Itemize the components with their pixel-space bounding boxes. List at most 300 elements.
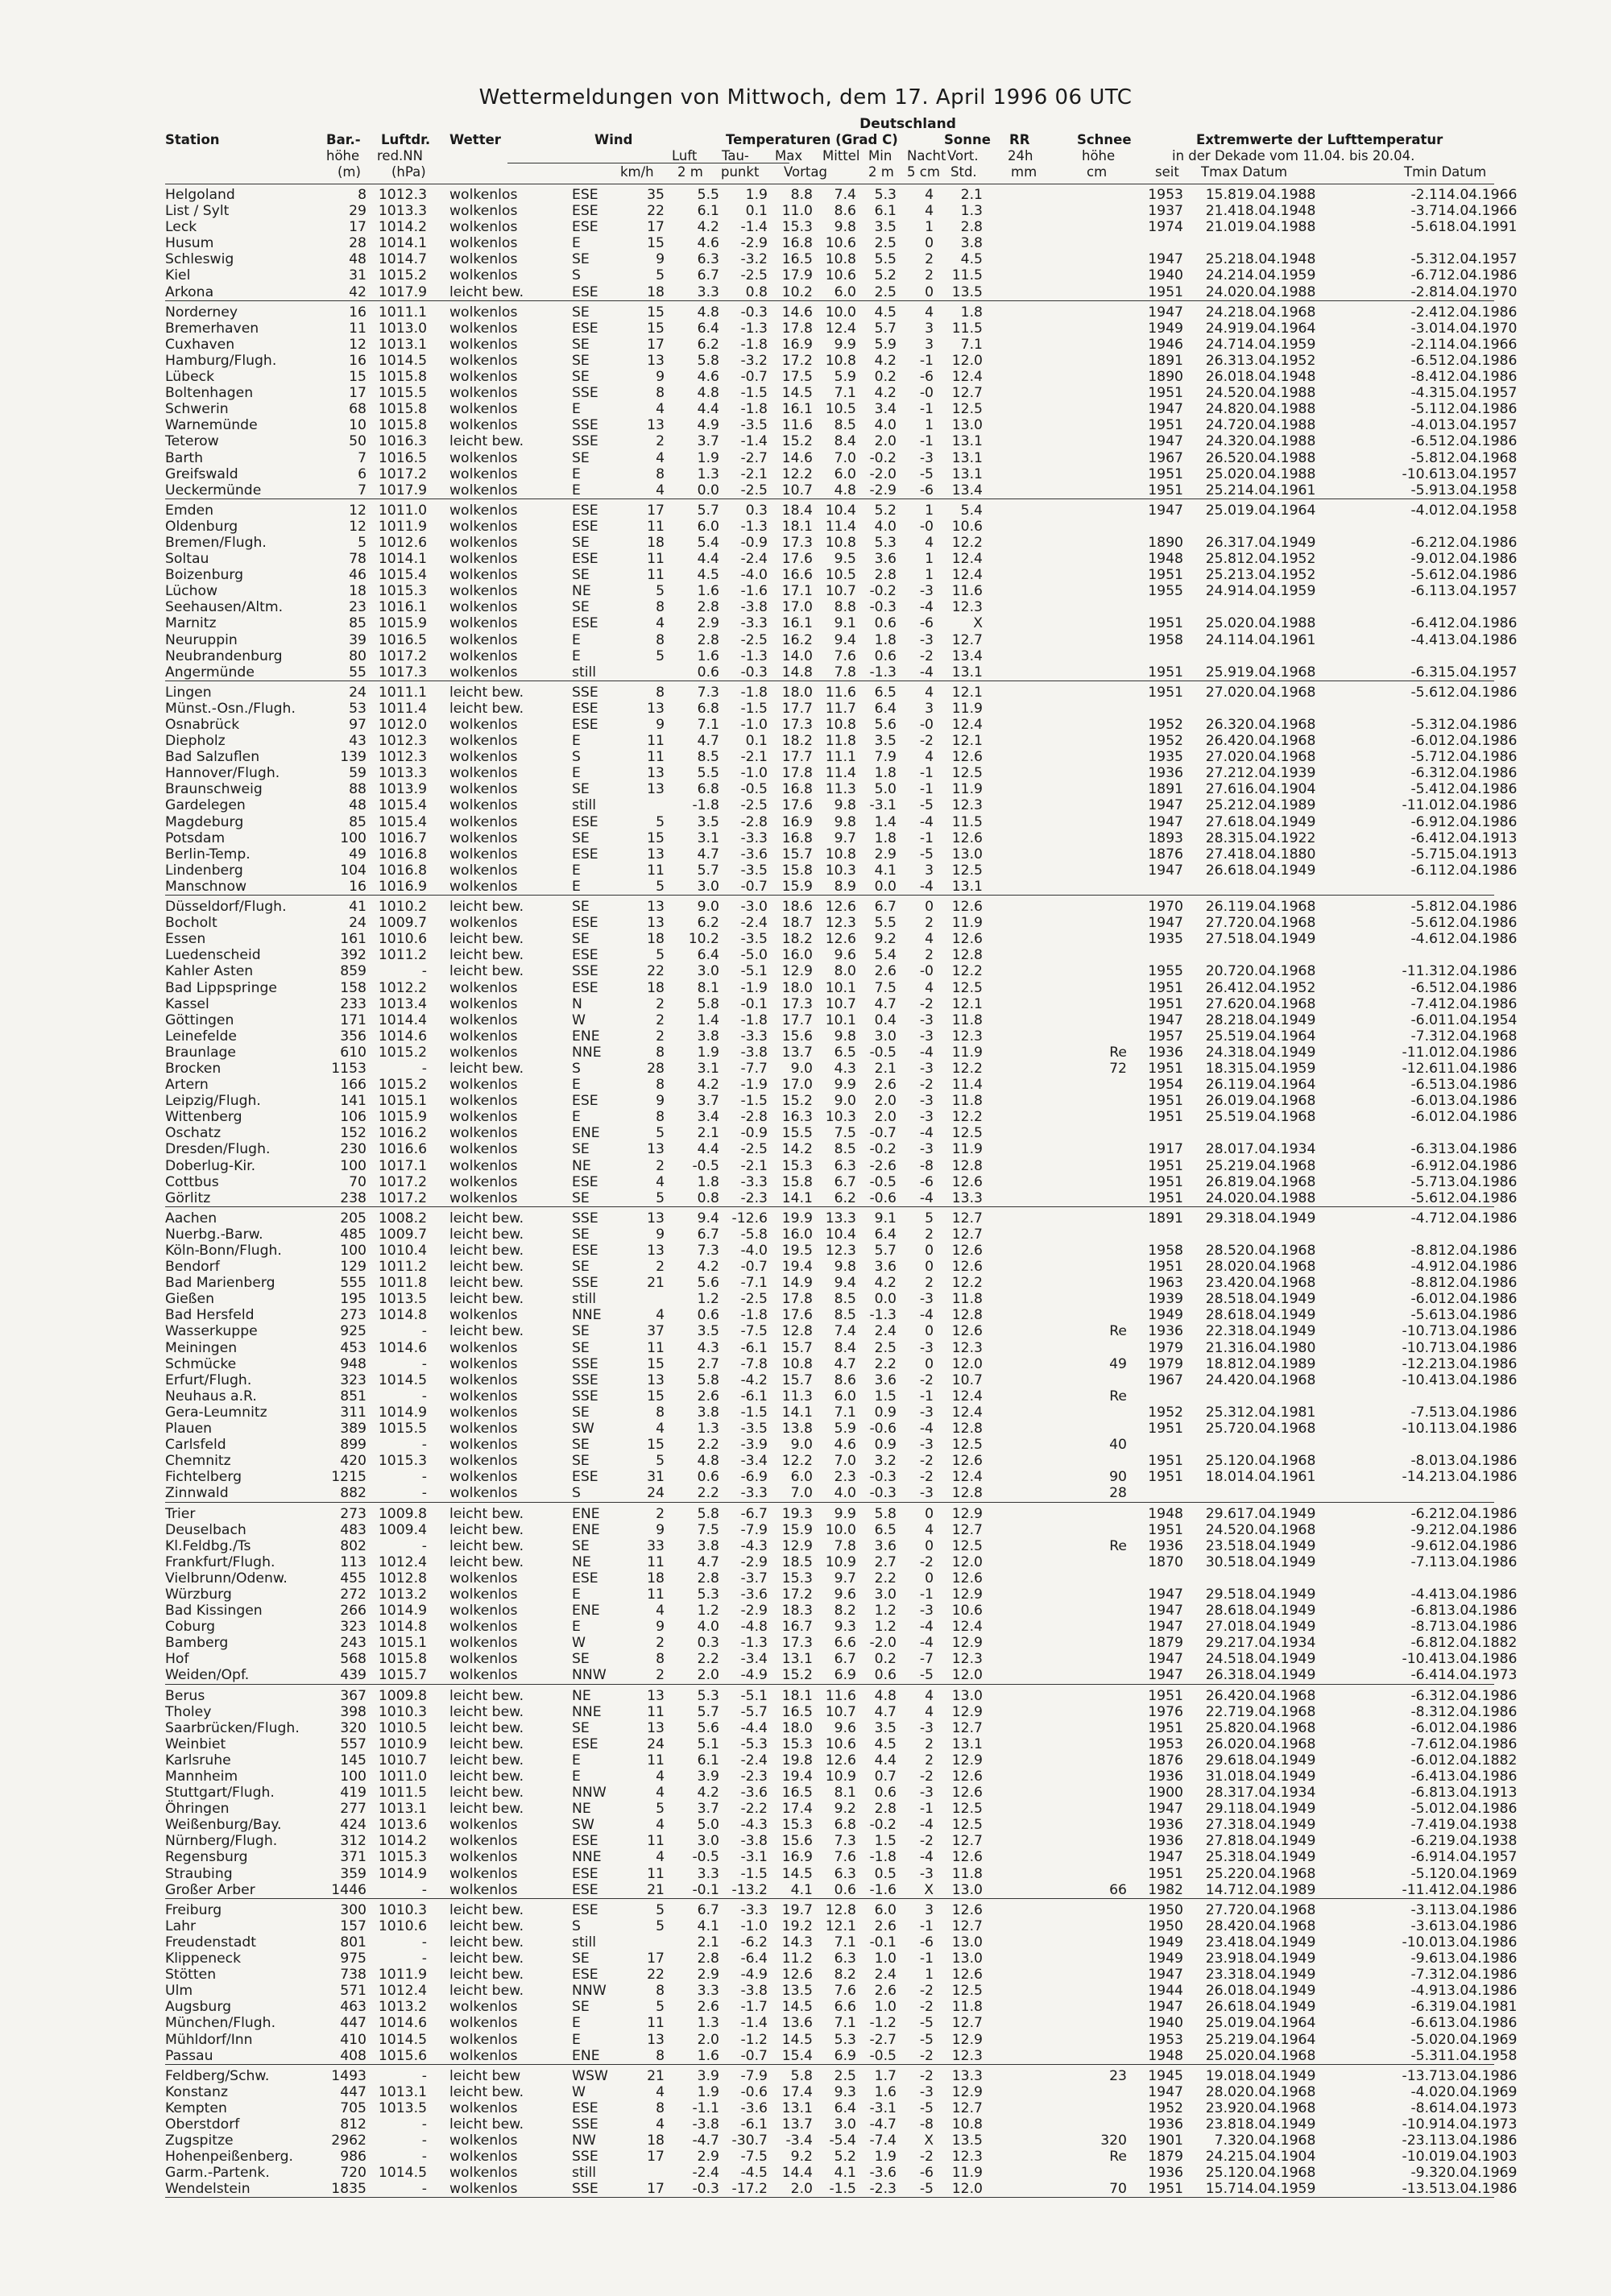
wind-direction: NE bbox=[572, 1553, 591, 1570]
wind-direction: NNE bbox=[572, 1044, 602, 1061]
mean-temp: 8.5 bbox=[834, 1291, 856, 1308]
dew-point: -4.2 bbox=[740, 1371, 768, 1388]
dew-point: -1.5 bbox=[740, 1093, 768, 1110]
air-pressure: 1011.5 bbox=[378, 1785, 427, 1802]
sunshine: 12.6 bbox=[951, 1967, 983, 1984]
table-row bbox=[165, 2116, 1518, 2133]
air-temp: 1.9 bbox=[697, 449, 719, 466]
night-temp: -1 bbox=[919, 433, 934, 450]
record-since: 1979 bbox=[1148, 1339, 1183, 1356]
tmin-value: -10.4 bbox=[1402, 1651, 1438, 1668]
min-temp: 0.7 bbox=[874, 1769, 897, 1785]
dew-point: -0.7 bbox=[740, 2047, 768, 2064]
station-name: Neubrandenburg bbox=[165, 647, 283, 664]
tmax-date: 20.04.1968 bbox=[1236, 2165, 1316, 2182]
tmax-value: 31.0 bbox=[1205, 1769, 1236, 1785]
tmax-value: 23.4 bbox=[1205, 1275, 1236, 1292]
night-temp: 0 bbox=[925, 1355, 934, 1372]
wind-speed: 13 bbox=[647, 1687, 665, 1704]
min-temp: 4.2 bbox=[874, 1275, 897, 1292]
sunshine: 10.6 bbox=[951, 518, 983, 535]
station-name: Seehausen/Altm. bbox=[165, 599, 284, 616]
record-since: 1958 bbox=[1148, 1243, 1183, 1259]
sunshine: 11.8 bbox=[951, 1291, 983, 1308]
tmax-date: 20.04.1968 bbox=[1236, 684, 1316, 701]
station-name: Zugspitze bbox=[165, 2133, 234, 2149]
tmin-date: 12.04.1986 bbox=[1438, 1505, 1518, 1522]
tmax-value: 27.7 bbox=[1205, 1901, 1236, 1918]
tmax-date: 18.04.1949 bbox=[1236, 1667, 1316, 1684]
table-row bbox=[165, 1703, 1518, 1720]
air-pressure: 1016.8 bbox=[378, 846, 427, 863]
sunshine: 12.5 bbox=[951, 1801, 983, 1818]
weather: leicht bew. bbox=[449, 283, 524, 300]
station-name: Lindenberg bbox=[165, 862, 243, 879]
table-row bbox=[165, 781, 1518, 798]
station-name: Bamberg bbox=[165, 1635, 229, 1652]
station-name: List / Sylt bbox=[165, 203, 230, 220]
air-pressure: 1012.3 bbox=[378, 187, 427, 203]
dew-point: -3.8 bbox=[740, 1044, 768, 1061]
table-row bbox=[165, 1259, 1518, 1276]
min-temp: 0.6 bbox=[874, 1667, 897, 1684]
dew-point: -7.5 bbox=[740, 1323, 768, 1340]
tmax-date: 20.04.1968 bbox=[1236, 963, 1316, 980]
tmin-date: 14.04.1970 bbox=[1438, 283, 1518, 300]
station-name: Tholey bbox=[165, 1703, 212, 1720]
wind-direction: NNW bbox=[572, 1667, 607, 1684]
table-row bbox=[165, 1227, 1494, 1243]
barometer-height: 986 bbox=[340, 2149, 367, 2166]
sunshine: 11.8 bbox=[951, 1999, 983, 2016]
tmin-value: -6.1 bbox=[1410, 862, 1438, 879]
table-row bbox=[165, 519, 1494, 535]
wind-speed: 4 bbox=[656, 482, 665, 499]
table-row bbox=[165, 899, 1518, 916]
dew-point: -1.5 bbox=[740, 700, 768, 717]
barometer-height: 705 bbox=[340, 2099, 367, 2116]
mean-temp: 7.8 bbox=[834, 664, 856, 681]
air-pressure: 1015.7 bbox=[378, 1667, 427, 1684]
wind-speed: 15 bbox=[647, 320, 665, 337]
air-pressure: 1014.1 bbox=[378, 551, 427, 568]
record-since: 1950 bbox=[1148, 1917, 1183, 1934]
station-name: Stötten bbox=[165, 1967, 217, 1984]
table-row bbox=[165, 1355, 1518, 1372]
wind-speed: 13 bbox=[647, 2031, 665, 2048]
weather: wolkenlos bbox=[449, 502, 518, 519]
air-pressure: 1014.2 bbox=[378, 1833, 427, 1850]
dew-point: -1.9 bbox=[740, 1077, 768, 1094]
tmax-date: 18.04.1949 bbox=[1236, 1752, 1316, 1769]
tmin-date: 13.04.1986 bbox=[1438, 1603, 1518, 1620]
dew-point: -2.9 bbox=[740, 1553, 768, 1570]
wind-speed: 4 bbox=[656, 1173, 665, 1190]
barometer-height: 161 bbox=[340, 931, 367, 948]
night-temp: -6 bbox=[919, 369, 934, 386]
wind-direction: ESE bbox=[572, 1173, 598, 1190]
tmin-date: 12.04.1986 bbox=[1438, 963, 1518, 980]
weather: wolkenlos bbox=[449, 518, 518, 535]
wind-direction: E bbox=[572, 1077, 581, 1094]
min-temp: 3.5 bbox=[874, 733, 897, 750]
night-temp: 0 bbox=[925, 235, 934, 252]
max-temp: 2.0 bbox=[790, 2181, 813, 2198]
weather: wolkenlos bbox=[449, 551, 518, 568]
barometer-height: 300 bbox=[340, 1901, 367, 1918]
night-temp: -2 bbox=[919, 1983, 934, 2000]
wind-speed: 11 bbox=[647, 567, 665, 584]
record-since: 1893 bbox=[1148, 829, 1183, 846]
air-pressure: 1010.3 bbox=[378, 1703, 427, 1720]
air-pressure: 1015.8 bbox=[378, 1651, 427, 1668]
table-row bbox=[165, 1157, 1518, 1174]
tmin-value: -6.3 bbox=[1410, 664, 1438, 681]
tmin-value: -6.3 bbox=[1410, 1999, 1438, 2016]
tmin-value: -6.0 bbox=[1410, 733, 1438, 750]
dew-point: -3.6 bbox=[740, 846, 768, 863]
barometer-height: 233 bbox=[340, 995, 367, 1012]
sunshine: 13.0 bbox=[951, 417, 983, 434]
min-temp: 2.9 bbox=[874, 846, 897, 863]
dew-point: -3.3 bbox=[740, 829, 768, 846]
barometer-height: 97 bbox=[349, 717, 367, 733]
night-temp: 0 bbox=[925, 899, 934, 916]
air-pressure: 1015.1 bbox=[378, 1635, 427, 1652]
wind-direction: ESE bbox=[572, 518, 598, 535]
mean-temp: 6.0 bbox=[834, 1388, 856, 1404]
min-temp: -2.9 bbox=[869, 482, 897, 499]
tmax-date: 18.04.1949 bbox=[1236, 1307, 1316, 1324]
night-temp: 3 bbox=[925, 700, 934, 717]
dew-point: -2.5 bbox=[740, 631, 768, 648]
tmin-value: -2.4 bbox=[1410, 304, 1438, 321]
weather: leicht bew. bbox=[449, 899, 524, 916]
snow-depth: 28 bbox=[1109, 1485, 1127, 1502]
sunshine: 12.7 bbox=[951, 1833, 983, 1850]
air-temp: 4.1 bbox=[697, 1917, 719, 1934]
wind-direction: ESE bbox=[572, 1093, 598, 1110]
wind-direction: ESE bbox=[572, 1881, 598, 1898]
tmin-value: -10.0 bbox=[1402, 1934, 1438, 1951]
barometer-height: 323 bbox=[340, 1619, 367, 1636]
weather: leicht bew. bbox=[449, 1275, 524, 1292]
max-temp: 16.8 bbox=[781, 235, 813, 252]
station-name: Schmücke bbox=[165, 1355, 237, 1372]
table-row bbox=[165, 336, 1518, 353]
air-pressure: - bbox=[421, 1388, 427, 1404]
air-pressure: 1013.5 bbox=[378, 2099, 427, 2116]
barometer-height: 17 bbox=[349, 385, 367, 402]
barometer-height: 277 bbox=[340, 1801, 367, 1818]
table-row bbox=[165, 1801, 1518, 1818]
mean-temp: 7.3 bbox=[834, 1833, 856, 1850]
wind-speed: 11 bbox=[647, 1752, 665, 1769]
tmin-date: 12.04.1986 bbox=[1438, 862, 1518, 879]
max-temp: 17.8 bbox=[781, 765, 813, 782]
weather: leicht bew. bbox=[449, 1769, 524, 1785]
sunshine: 10.8 bbox=[951, 2116, 983, 2133]
night-temp: -3 bbox=[919, 1865, 934, 1882]
tmax-date: 20.04.1968 bbox=[1236, 2099, 1316, 2116]
station-name: Bremen/Flugh. bbox=[165, 534, 267, 551]
weather: leicht bew. bbox=[449, 1537, 524, 1554]
wind-direction: SSE bbox=[572, 417, 598, 434]
station-name: Zinnwald bbox=[165, 1485, 229, 1502]
mean-temp: 10.8 bbox=[825, 534, 856, 551]
min-temp: 6.5 bbox=[874, 684, 897, 701]
tmax-date: 18.04.1949 bbox=[1236, 1603, 1316, 1620]
record-since: 1949 bbox=[1148, 1951, 1183, 1967]
weather: leicht bew. bbox=[449, 2083, 524, 2100]
air-temp: 9.4 bbox=[697, 1210, 719, 1227]
air-temp: 2.9 bbox=[697, 2149, 719, 2166]
tmin-date: 20.04.1969 bbox=[1438, 2031, 1518, 2048]
tmin-value: -13.5 bbox=[1402, 2181, 1438, 2198]
air-temp: 3.7 bbox=[697, 1093, 719, 1110]
sunshine: 12.1 bbox=[951, 684, 983, 701]
tmax-date: 18.04.1949 bbox=[1236, 1619, 1316, 1636]
night-temp: 4 bbox=[925, 1687, 934, 1704]
air-temp: -4.7 bbox=[692, 2133, 719, 2149]
wind-direction: SSE bbox=[572, 1210, 598, 1227]
air-temp: -0.3 bbox=[692, 2181, 719, 2198]
weather: leicht bew. bbox=[449, 963, 524, 980]
night-temp: -4 bbox=[919, 599, 934, 616]
station-name: Kahler Asten bbox=[165, 963, 254, 980]
air-temp: 3.9 bbox=[697, 1769, 719, 1785]
min-temp: 1.5 bbox=[874, 1388, 897, 1404]
weather: leicht bew. bbox=[449, 1901, 524, 1918]
barometer-height: 447 bbox=[340, 2083, 367, 2100]
dew-point: -3.3 bbox=[740, 615, 768, 632]
tmax-date: 18.04.1949 bbox=[1236, 1553, 1316, 1570]
station-name: Oberstdorf bbox=[165, 2116, 240, 2133]
night-temp: -4 bbox=[919, 1421, 934, 1438]
mean-temp: 10.6 bbox=[825, 267, 856, 284]
dew-point: -2.5 bbox=[740, 1141, 768, 1158]
dew-point: 0.1 bbox=[745, 733, 768, 750]
record-since: 1947 bbox=[1148, 1849, 1183, 1866]
weather: wolkenlos bbox=[449, 251, 518, 268]
tmin-date: 15.04.1957 bbox=[1438, 664, 1518, 681]
weather: leicht bew. bbox=[449, 1291, 524, 1308]
dew-point: -3.9 bbox=[740, 1437, 768, 1454]
wind-direction: NNW bbox=[572, 1785, 607, 1802]
wind-speed: 13 bbox=[647, 352, 665, 369]
record-since: 1947 bbox=[1148, 1586, 1183, 1603]
min-temp: 0.6 bbox=[874, 1785, 897, 1802]
air-temp: 0.6 bbox=[697, 1469, 719, 1486]
tmin-value: -7.5 bbox=[1410, 1404, 1438, 1421]
weather: wolkenlos bbox=[449, 995, 518, 1012]
air-pressure: 1013.1 bbox=[378, 336, 427, 353]
wind-speed: 8 bbox=[656, 684, 665, 701]
wind-direction: SE bbox=[572, 1226, 590, 1243]
tmax-value: 23.5 bbox=[1205, 1537, 1236, 1554]
wind-speed: 18 bbox=[647, 931, 665, 948]
wind-speed: 8 bbox=[656, 1404, 665, 1421]
barometer-height: 100 bbox=[340, 1243, 367, 1259]
mean-temp: 10.4 bbox=[825, 1226, 856, 1243]
wind-speed: 11 bbox=[647, 1586, 665, 1603]
dew-point: -3.8 bbox=[740, 1983, 768, 2000]
sunshine: 12.6 bbox=[951, 1453, 983, 1470]
station-name: Trier bbox=[165, 1505, 196, 1522]
tmin-date: 13.04.1986 bbox=[1438, 1586, 1518, 1603]
mean-temp: 7.8 bbox=[834, 1537, 856, 1554]
max-temp: 16.8 bbox=[781, 781, 813, 798]
station-name: Mühldorf/Inn bbox=[165, 2031, 253, 2048]
air-temp: 2.0 bbox=[697, 1667, 719, 1684]
dew-point: -0.7 bbox=[740, 1259, 768, 1276]
station-name: Barth bbox=[165, 449, 204, 466]
tmin-date: 12.04.1986 bbox=[1438, 765, 1518, 782]
header-schnee-1: Schnee bbox=[1077, 132, 1132, 147]
record-since: 1951 bbox=[1148, 567, 1183, 584]
tmax-value: 15.7 bbox=[1205, 2181, 1236, 2198]
sunshine: 12.5 bbox=[951, 401, 983, 418]
table-row bbox=[165, 1505, 1518, 1522]
sunshine: 11.9 bbox=[951, 1044, 983, 1061]
header-bar-3: (m) bbox=[338, 164, 361, 180]
night-temp: -2 bbox=[919, 1077, 934, 1094]
air-pressure: 1013.6 bbox=[378, 1817, 427, 1834]
min-temp: 5.7 bbox=[874, 320, 897, 337]
min-temp: 5.9 bbox=[874, 336, 897, 353]
dew-point: -6.2 bbox=[740, 1934, 768, 1951]
weather: wolkenlos bbox=[449, 1651, 518, 1668]
night-temp: -6 bbox=[919, 2165, 934, 2182]
sunshine: 12.2 bbox=[951, 1060, 983, 1077]
min-temp: 9.1 bbox=[874, 1210, 897, 1227]
snow-depth: 23 bbox=[1109, 2067, 1127, 2084]
air-temp: -0.5 bbox=[692, 1849, 719, 1866]
header-vortag: Vortag bbox=[784, 164, 827, 180]
tmax-value: 24.3 bbox=[1205, 1044, 1236, 1061]
record-since: 1947 bbox=[1148, 1667, 1183, 1684]
record-since: 1936 bbox=[1148, 1817, 1183, 1834]
weather: leicht bew. bbox=[449, 2116, 524, 2133]
min-temp: 0.2 bbox=[874, 369, 897, 386]
air-temp: 10.2 bbox=[688, 931, 719, 948]
mean-temp: 6.9 bbox=[834, 1667, 856, 1684]
tmin-value: -6.0 bbox=[1410, 1719, 1438, 1736]
record-since: 1949 bbox=[1148, 1934, 1183, 1951]
tmax-value: 29.6 bbox=[1205, 1505, 1236, 1522]
station-name: Schleswig bbox=[165, 251, 234, 268]
min-temp: -0.5 bbox=[869, 1044, 897, 1061]
mean-temp: 12.6 bbox=[825, 931, 856, 948]
mean-temp: 9.8 bbox=[834, 1259, 856, 1276]
weather: leicht bew. bbox=[449, 1917, 524, 1934]
barometer-height: 59 bbox=[349, 765, 367, 782]
table-row bbox=[165, 1881, 1518, 1898]
air-temp: 4.8 bbox=[697, 1453, 719, 1470]
sunshine: 12.2 bbox=[951, 963, 983, 980]
barometer-height: 1835 bbox=[331, 2181, 367, 2198]
tmin-value: -8.7 bbox=[1410, 1619, 1438, 1636]
mean-temp: 7.0 bbox=[834, 449, 856, 466]
barometer-height: 50 bbox=[349, 433, 367, 450]
tmin-date: 13.04.1986 bbox=[1438, 2181, 1518, 2198]
tmin-value: -7.3 bbox=[1410, 1028, 1438, 1045]
weather: wolkenlos bbox=[449, 1141, 518, 1158]
max-temp: 18.6 bbox=[781, 899, 813, 916]
air-temp: 6.2 bbox=[697, 336, 719, 353]
station-name: Passau bbox=[165, 2047, 213, 2064]
record-since: 1876 bbox=[1148, 846, 1183, 863]
snow-depth: 320 bbox=[1100, 2133, 1127, 2149]
record-since: 1982 bbox=[1148, 1881, 1183, 1898]
tmax-value: 24.1 bbox=[1205, 631, 1236, 648]
wind-speed: 11 bbox=[647, 551, 665, 568]
barometer-height: 48 bbox=[349, 251, 367, 268]
max-temp: 17.7 bbox=[781, 700, 813, 717]
min-temp: 5.6 bbox=[874, 717, 897, 733]
tmax-date: 16.04.1980 bbox=[1236, 1339, 1316, 1356]
wind-direction: S bbox=[572, 267, 581, 284]
wind-speed: 18 bbox=[647, 534, 665, 551]
mean-temp: 4.6 bbox=[834, 1437, 856, 1454]
weather: wolkenlos bbox=[449, 1011, 518, 1028]
tmin-value: -2.8 bbox=[1410, 283, 1438, 300]
min-temp: 3.4 bbox=[874, 401, 897, 418]
air-pressure: 1008.2 bbox=[378, 1210, 427, 1227]
air-temp: -0.5 bbox=[692, 1157, 719, 1174]
weather: wolkenlos bbox=[449, 534, 518, 551]
record-since: 1952 bbox=[1148, 717, 1183, 733]
tmin-value: -6.1 bbox=[1410, 583, 1438, 600]
dew-point: -6.4 bbox=[740, 1951, 768, 1967]
tmax-date: 20.04.1968 bbox=[1236, 749, 1316, 766]
wind-speed: 4 bbox=[656, 449, 665, 466]
tmin-date: 13.04.1986 bbox=[1438, 1371, 1518, 1388]
tmax-value: 26.3 bbox=[1205, 717, 1236, 733]
tmin-value: -14.2 bbox=[1402, 1469, 1438, 1486]
air-pressure: 1014.5 bbox=[378, 352, 427, 369]
air-temp: 3.0 bbox=[697, 878, 719, 895]
header-sonne-2: Vort. bbox=[947, 148, 979, 163]
tmax-date: 20.04.1968 bbox=[1236, 1865, 1316, 1882]
min-temp: 2.4 bbox=[874, 1323, 897, 1340]
sunshine: 10.7 bbox=[951, 1371, 983, 1388]
header-wind-unit: km/h bbox=[620, 164, 654, 180]
sunshine: 12.6 bbox=[951, 1259, 983, 1276]
mean-temp: 9.1 bbox=[834, 615, 856, 632]
header-sonne-3: Std. bbox=[950, 164, 977, 180]
air-pressure: 1013.3 bbox=[378, 765, 427, 782]
min-temp: -2.0 bbox=[869, 465, 897, 482]
tmin-date: 13.04.1986 bbox=[1438, 1093, 1518, 1110]
snow-depth: Re bbox=[1109, 1323, 1127, 1340]
record-since: 1870 bbox=[1148, 1553, 1183, 1570]
weather: wolkenlos bbox=[449, 765, 518, 782]
air-temp: 6.1 bbox=[697, 1752, 719, 1769]
min-temp: 3.0 bbox=[874, 1586, 897, 1603]
dew-point: -0.7 bbox=[740, 369, 768, 386]
tmax-value: 25.3 bbox=[1205, 1404, 1236, 1421]
air-temp: 4.7 bbox=[697, 733, 719, 750]
barometer-height: 1446 bbox=[331, 1881, 367, 1898]
station-name: Augsburg bbox=[165, 1999, 231, 2016]
table-row bbox=[165, 1307, 1518, 1324]
mean-temp: 8.9 bbox=[834, 878, 856, 895]
barometer-height: 371 bbox=[340, 1849, 367, 1866]
wind-speed: 5 bbox=[656, 813, 665, 830]
wind-speed: 35 bbox=[647, 187, 665, 203]
tmax-value: 28.6 bbox=[1205, 1307, 1236, 1324]
